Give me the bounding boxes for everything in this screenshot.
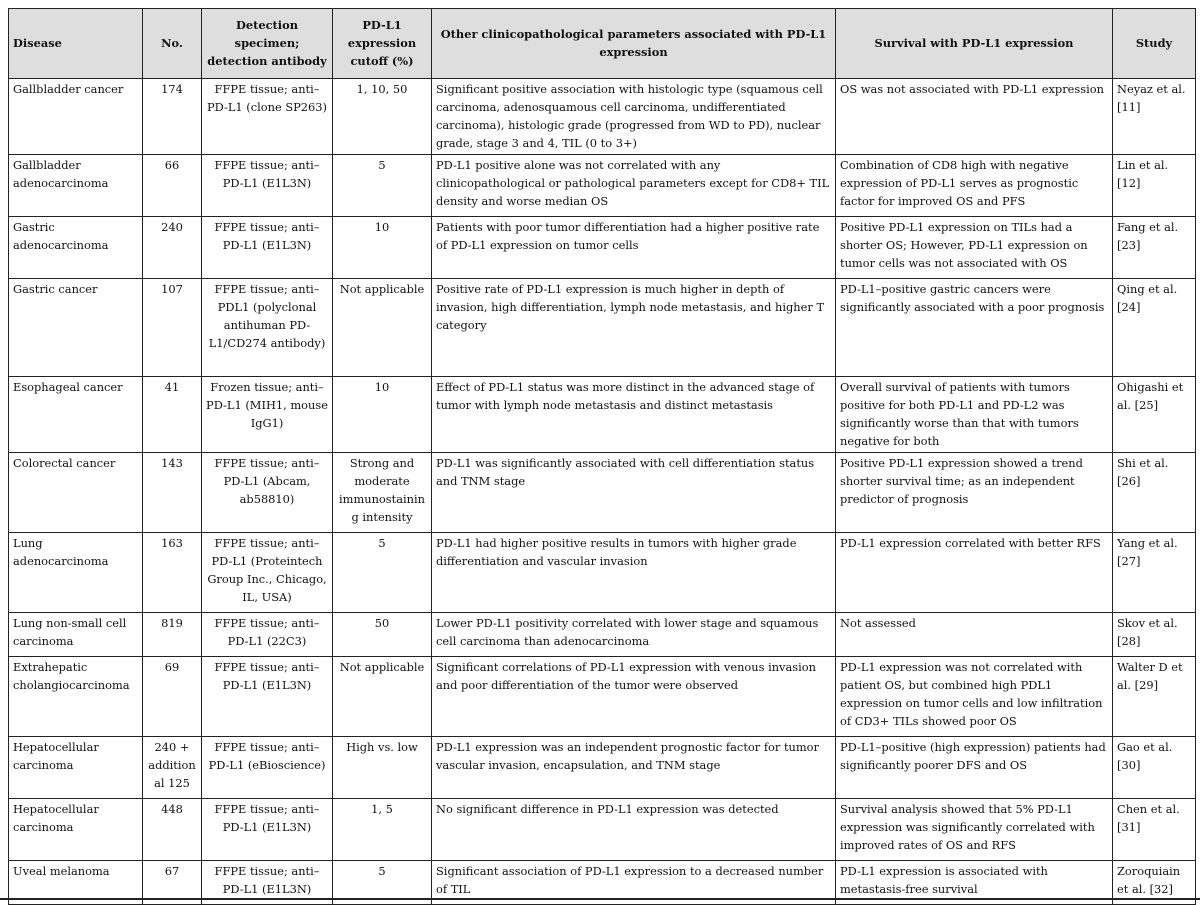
- bottom-rule: [0, 898, 1200, 900]
- header-cutoff: PD-L1 expression cutoff (%): [333, 9, 432, 79]
- cell-study: Lin et al. [12]: [1113, 155, 1196, 217]
- cell-no: 163: [143, 533, 202, 613]
- header-no: No.: [143, 9, 202, 79]
- cell-disease: Gastric cancer: [9, 279, 143, 377]
- cell-specimen: FFPE tissue; anti–PD-L1 (eBioscience): [202, 737, 333, 799]
- cell-survival: PD-L1 expression correlated with better RFS: [836, 533, 1113, 613]
- cell-study: Chen et al. [31]: [1113, 799, 1196, 861]
- cell-specimen: FFPE tissue; anti–PD-L1 (E1L3N): [202, 861, 333, 905]
- cell-study: Shi et al. [26]: [1113, 453, 1196, 533]
- cell-specimen: FFPE tissue; anti–PD-L1 (E1L3N): [202, 799, 333, 861]
- cell-cutoff: 5: [333, 861, 432, 905]
- cell-disease: Extrahepatic cholangiocarcinoma: [9, 657, 143, 737]
- cell-disease: Gallbladder cancer: [9, 79, 143, 155]
- cell-survival: OS was not associated with PD-L1 expression: [836, 79, 1113, 155]
- cell-other: PD-L1 had higher positive results in tumors with higher grade differentiation and vascular invasion: [432, 533, 836, 613]
- table-row: [9, 453, 1196, 533]
- cell-cutoff: 10: [333, 217, 432, 279]
- cell-other: PD-L1 was significantly associated with cell differentiation status and TNM stage: [432, 453, 836, 533]
- pd-l1-table: [8, 8, 1196, 905]
- cell-study: Qing et al. [24]: [1113, 279, 1196, 377]
- cell-no: 240: [143, 217, 202, 279]
- table-row: [9, 657, 1196, 737]
- table-row: [9, 737, 1196, 799]
- cell-specimen: FFPE tissue; anti–PD-L1 (E1L3N): [202, 155, 333, 217]
- cell-study: Fang et al. [23]: [1113, 217, 1196, 279]
- header-other: Other clinicopathological parameters associated with PD-L1 expression: [432, 9, 836, 79]
- cell-no: 174: [143, 79, 202, 155]
- cell-other: No significant difference in PD-L1 expression was detected: [432, 799, 836, 861]
- table-row: [9, 79, 1196, 155]
- cell-other: Effect of PD-L1 status was more distinct in the advanced stage of tumor with lymph node metastasis and distinct metastasis: [432, 377, 836, 453]
- cell-cutoff: 5: [333, 155, 432, 217]
- cell-cutoff: 10: [333, 377, 432, 453]
- table-container: [8, 8, 1195, 905]
- cell-cutoff: 1, 5: [333, 799, 432, 861]
- cell-other: Lower PD-L1 positivity correlated with lower stage and squamous cell carcinoma than adenocarcinoma: [432, 613, 836, 657]
- cell-cutoff: Not applicable: [333, 657, 432, 737]
- cell-other: Positive rate of PD-L1 expression is much higher in depth of invasion, high differentiation, lymph node metastasis, and higher T category: [432, 279, 836, 377]
- cell-other: PD-L1 expression was an independent prognostic factor for tumor vascular invasion, encapsulation, and TNM stage: [432, 737, 836, 799]
- header-row: [9, 9, 1196, 79]
- header-specimen: Detection specimen; detection antibody: [202, 9, 333, 79]
- cell-survival: PD-L1–positive (high expression) patients had significantly poorer DFS and OS: [836, 737, 1113, 799]
- cell-study: Yang et al. [27]: [1113, 533, 1196, 613]
- cell-cutoff: 50: [333, 613, 432, 657]
- header-survival: Survival with PD-L1 expression: [836, 9, 1113, 79]
- cell-specimen: FFPE tissue; anti–PD-L1 (Proteintech Group Inc., Chicago, IL, USA): [202, 533, 333, 613]
- header-disease: Disease: [9, 9, 143, 79]
- cell-other: PD-L1 positive alone was not correlated with any clinicopathological or pathological parameters except for CD8+ TIL density and worse median OS: [432, 155, 836, 217]
- table-row: [9, 155, 1196, 217]
- table-row: [9, 613, 1196, 657]
- cell-no: 67: [143, 861, 202, 905]
- cell-no: 819: [143, 613, 202, 657]
- cell-specimen: FFPE tissue; anti–PD-L1 (E1L3N): [202, 657, 333, 737]
- table-row: [9, 217, 1196, 279]
- cell-cutoff: Not applicable: [333, 279, 432, 377]
- cell-study: Neyaz et al. [11]: [1113, 79, 1196, 155]
- header-study: Study: [1113, 9, 1196, 79]
- cell-cutoff: Strong and moderate immunostaining intensity: [333, 453, 432, 533]
- cell-other: Significant association of PD-L1 expression to a decreased number of TIL: [432, 861, 836, 905]
- cell-survival: Combination of CD8 high with negative expression of PD-L1 serves as prognostic factor for improved OS and PFS: [836, 155, 1113, 217]
- table-row: [9, 377, 1196, 453]
- cell-disease: Colorectal cancer: [9, 453, 143, 533]
- cell-other: Significant positive association with histologic type (squamous cell carcinoma, adenosquamous cell carcinoma, undifferentiated carcinoma), histologic grade (progressed from WD to PD), nuclear grade, stage 3 and 4, TIL (0 to 3+): [432, 79, 836, 155]
- cell-study: Gao et al. [30]: [1113, 737, 1196, 799]
- cell-disease: Hepatocellular carcinoma: [9, 799, 143, 861]
- table-row: [9, 533, 1196, 613]
- cell-survival: Positive PD-L1 expression showed a trend shorter survival time; as an independent predictor of prognosis: [836, 453, 1113, 533]
- cell-specimen: FFPE tissue; anti–PDL1 (polyclonal antihuman PD-L1/CD274 antibody): [202, 279, 333, 377]
- table-row: [9, 799, 1196, 861]
- cell-other: Significant correlations of PD-L1 expression with venous invasion and poor differentiation of the tumor were observed: [432, 657, 836, 737]
- cell-disease: Lung adenocarcinoma: [9, 533, 143, 613]
- cell-disease: Uveal melanoma: [9, 861, 143, 905]
- cell-cutoff: High vs. low: [333, 737, 432, 799]
- cell-survival: PD-L1–positive gastric cancers were significantly associated with a poor prognosis: [836, 279, 1113, 377]
- cell-cutoff: 1, 10, 50: [333, 79, 432, 155]
- cell-survival: PD-L1 expression is associated with metastasis-free survival: [836, 861, 1113, 905]
- cell-no: 66: [143, 155, 202, 217]
- cell-other: Patients with poor tumor differentiation had a higher positive rate of PD-L1 expression on tumor cells: [432, 217, 836, 279]
- cell-specimen: FFPE tissue; anti–PD-L1 (22C3): [202, 613, 333, 657]
- cell-no: 41: [143, 377, 202, 453]
- cell-no: 448: [143, 799, 202, 861]
- cell-survival: Overall survival of patients with tumors positive for both PD-L1 and PD-L2 was significantly worse than that with tumors negative for both: [836, 377, 1113, 453]
- cell-survival: Positive PD-L1 expression on TILs had a shorter OS; However, PD-L1 expression on tumor cells was not associated with OS: [836, 217, 1113, 279]
- cell-disease: Hepatocellular carcinoma: [9, 737, 143, 799]
- cell-specimen: FFPE tissue; anti–PD-L1 (Abcam, ab58810): [202, 453, 333, 533]
- cell-specimen: Frozen tissue; anti–PD-L1 (MIH1, mouse IgG1): [202, 377, 333, 453]
- cell-specimen: FFPE tissue; anti–PD-L1 (E1L3N): [202, 217, 333, 279]
- cell-no: 240 + additional 125: [143, 737, 202, 799]
- cell-study: Walter D et al. [29]: [1113, 657, 1196, 737]
- cell-survival: Survival analysis showed that 5% PD-L1 expression was significantly correlated with improved rates of OS and RFS: [836, 799, 1113, 861]
- cell-no: 143: [143, 453, 202, 533]
- cell-specimen: FFPE tissue; anti–PD-L1 (clone SP263): [202, 79, 333, 155]
- cell-disease: Lung non-small cell carcinoma: [9, 613, 143, 657]
- cell-no: 69: [143, 657, 202, 737]
- cell-disease: Gastric adenocarcinoma: [9, 217, 143, 279]
- cell-disease: Gallbladder adenocarcinoma: [9, 155, 143, 217]
- cell-disease: Esophageal cancer: [9, 377, 143, 453]
- cell-survival: Not assessed: [836, 613, 1113, 657]
- cell-study: Ohigashi et al. [25]: [1113, 377, 1196, 453]
- table-row: [9, 279, 1196, 377]
- cell-survival: PD-L1 expression was not correlated with patient OS, but combined high PDL1 expression on tumor cells and low infiltration of CD3+ TILs showed poor OS: [836, 657, 1113, 737]
- cell-no: 107: [143, 279, 202, 377]
- cell-study: Skov et al. [28]: [1113, 613, 1196, 657]
- cell-cutoff: 5: [333, 533, 432, 613]
- cell-study: Zoroquiain et al. [32]: [1113, 861, 1196, 905]
